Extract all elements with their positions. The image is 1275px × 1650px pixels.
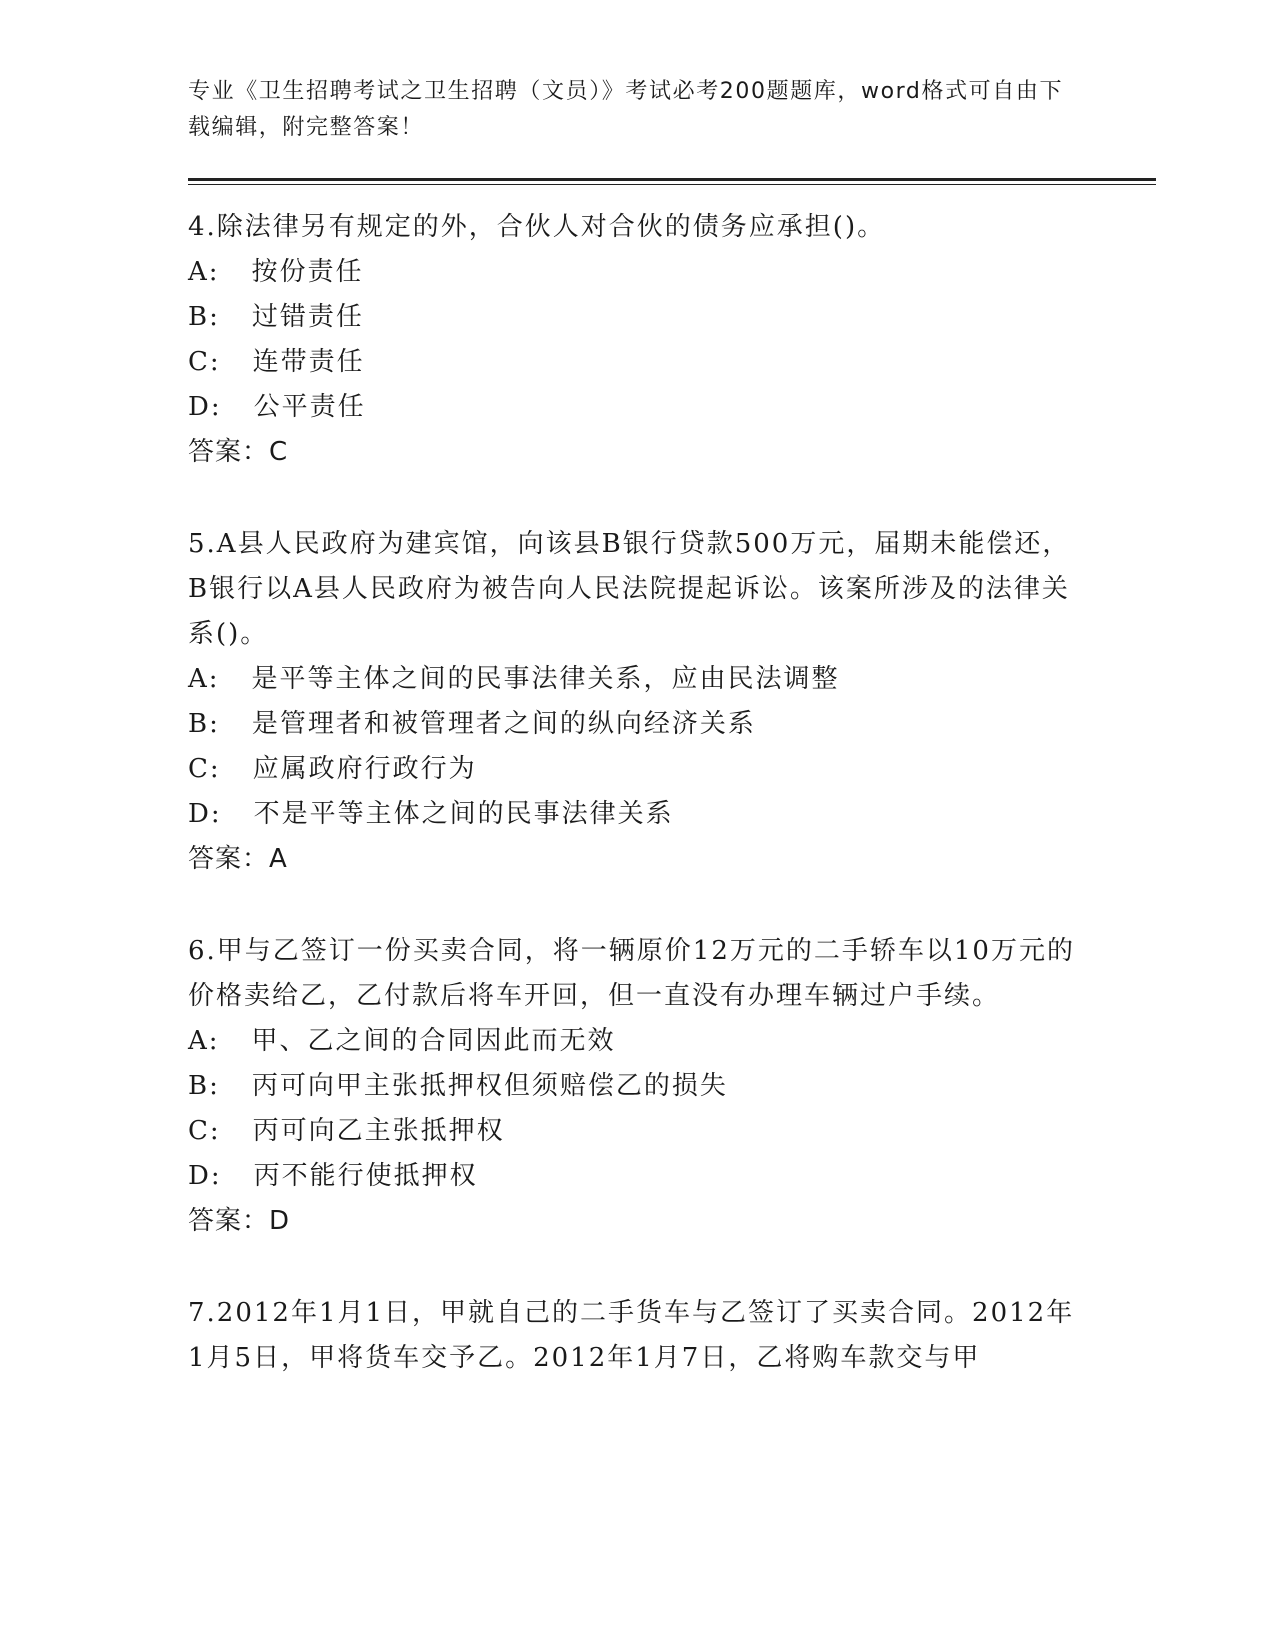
option-text: 按份责任 [251,257,364,287]
answer-line: 答案：C [188,437,289,467]
question-stem: 5.A县人民政府为建宾馆，向该县B银行贷款500万元，届期未能偿还，B银行以A县人民政府为被告向人民法院提起诉讼。该案所涉及的法律关系()。 [188,529,1071,649]
option-letter: C: [188,347,221,377]
question-list [188,205,1088,1381]
option-text: 应属政府行政行为 [252,754,477,784]
option-text: 不是平等主体之间的民事法律关系 [253,799,674,829]
answer-line: 答案：A [188,844,288,874]
option-letter: B: [188,302,220,332]
option-text: 是平等主体之间的民事法律关系，应由民法调整 [251,664,840,694]
option-a [188,657,1088,702]
option-c [188,1109,1088,1154]
option-text: 丙可向甲主张抵押权但须赔偿乙的损失 [251,1071,728,1101]
option-text: 连带责任 [252,347,365,377]
option-b [188,702,1088,747]
option-b [188,295,1088,340]
option-letter: D: [188,1161,222,1191]
option-letter: C: [188,754,221,784]
option-a [188,250,1088,295]
option-letter: B: [188,709,220,739]
option-c [188,747,1088,792]
option-text: 是管理者和被管理者之间的纵向经济关系 [251,709,756,739]
option-text: 甲、乙之间的合同因此而无效 [251,1026,616,1056]
option-letter: A: [188,664,220,694]
question-stem: 6.甲与乙签订一份买卖合同，将一辆原价12万元的二手轿车以10万元的价格卖给乙，乙付款后将车开回，但一直没有办理车辆过户手续。 [188,936,1075,1011]
option-text: 丙不能行使抵押权 [253,1161,478,1191]
option-b [188,1064,1088,1109]
option-text: 丙可向乙主张抵押权 [252,1116,505,1146]
question-6 [188,929,1088,1244]
option-list [188,1019,1088,1199]
option-letter: D: [188,392,222,422]
answer-line: 答案：D [188,1206,291,1236]
option-letter: B: [188,1071,220,1101]
header-divider-thin [188,184,1156,185]
option-c [188,340,1088,385]
option-text: 过错责任 [251,302,364,332]
option-letter: A: [188,257,220,287]
option-list [188,250,1088,430]
question-stem: 7.2012年1月1日，甲就自己的二手货车与乙签订了买卖合同。2012年1月5日，甲将货车交予乙。2012年1月7日，乙将购车款交与甲 [188,1298,1075,1373]
option-d [188,385,1088,430]
header-divider-thick [188,178,1156,181]
option-d [188,792,1088,837]
option-a [188,1019,1088,1064]
question-4 [188,205,1088,475]
option-letter: A: [188,1026,220,1056]
option-d [188,1154,1088,1199]
option-list [188,657,1088,837]
question-5 [188,522,1088,882]
option-letter: C: [188,1116,221,1146]
option-text: 公平责任 [253,392,366,422]
document-header: 专业《卫生招聘考试之卫生招聘（文员）》考试必考200题题库，word格式可自由下载编辑，附完整答案！ [188,79,1064,140]
question-7 [188,1291,1088,1381]
option-letter: D: [188,799,222,829]
question-stem: 4.除法律另有规定的外，合伙人对合伙的债务应承担()。 [188,212,886,242]
